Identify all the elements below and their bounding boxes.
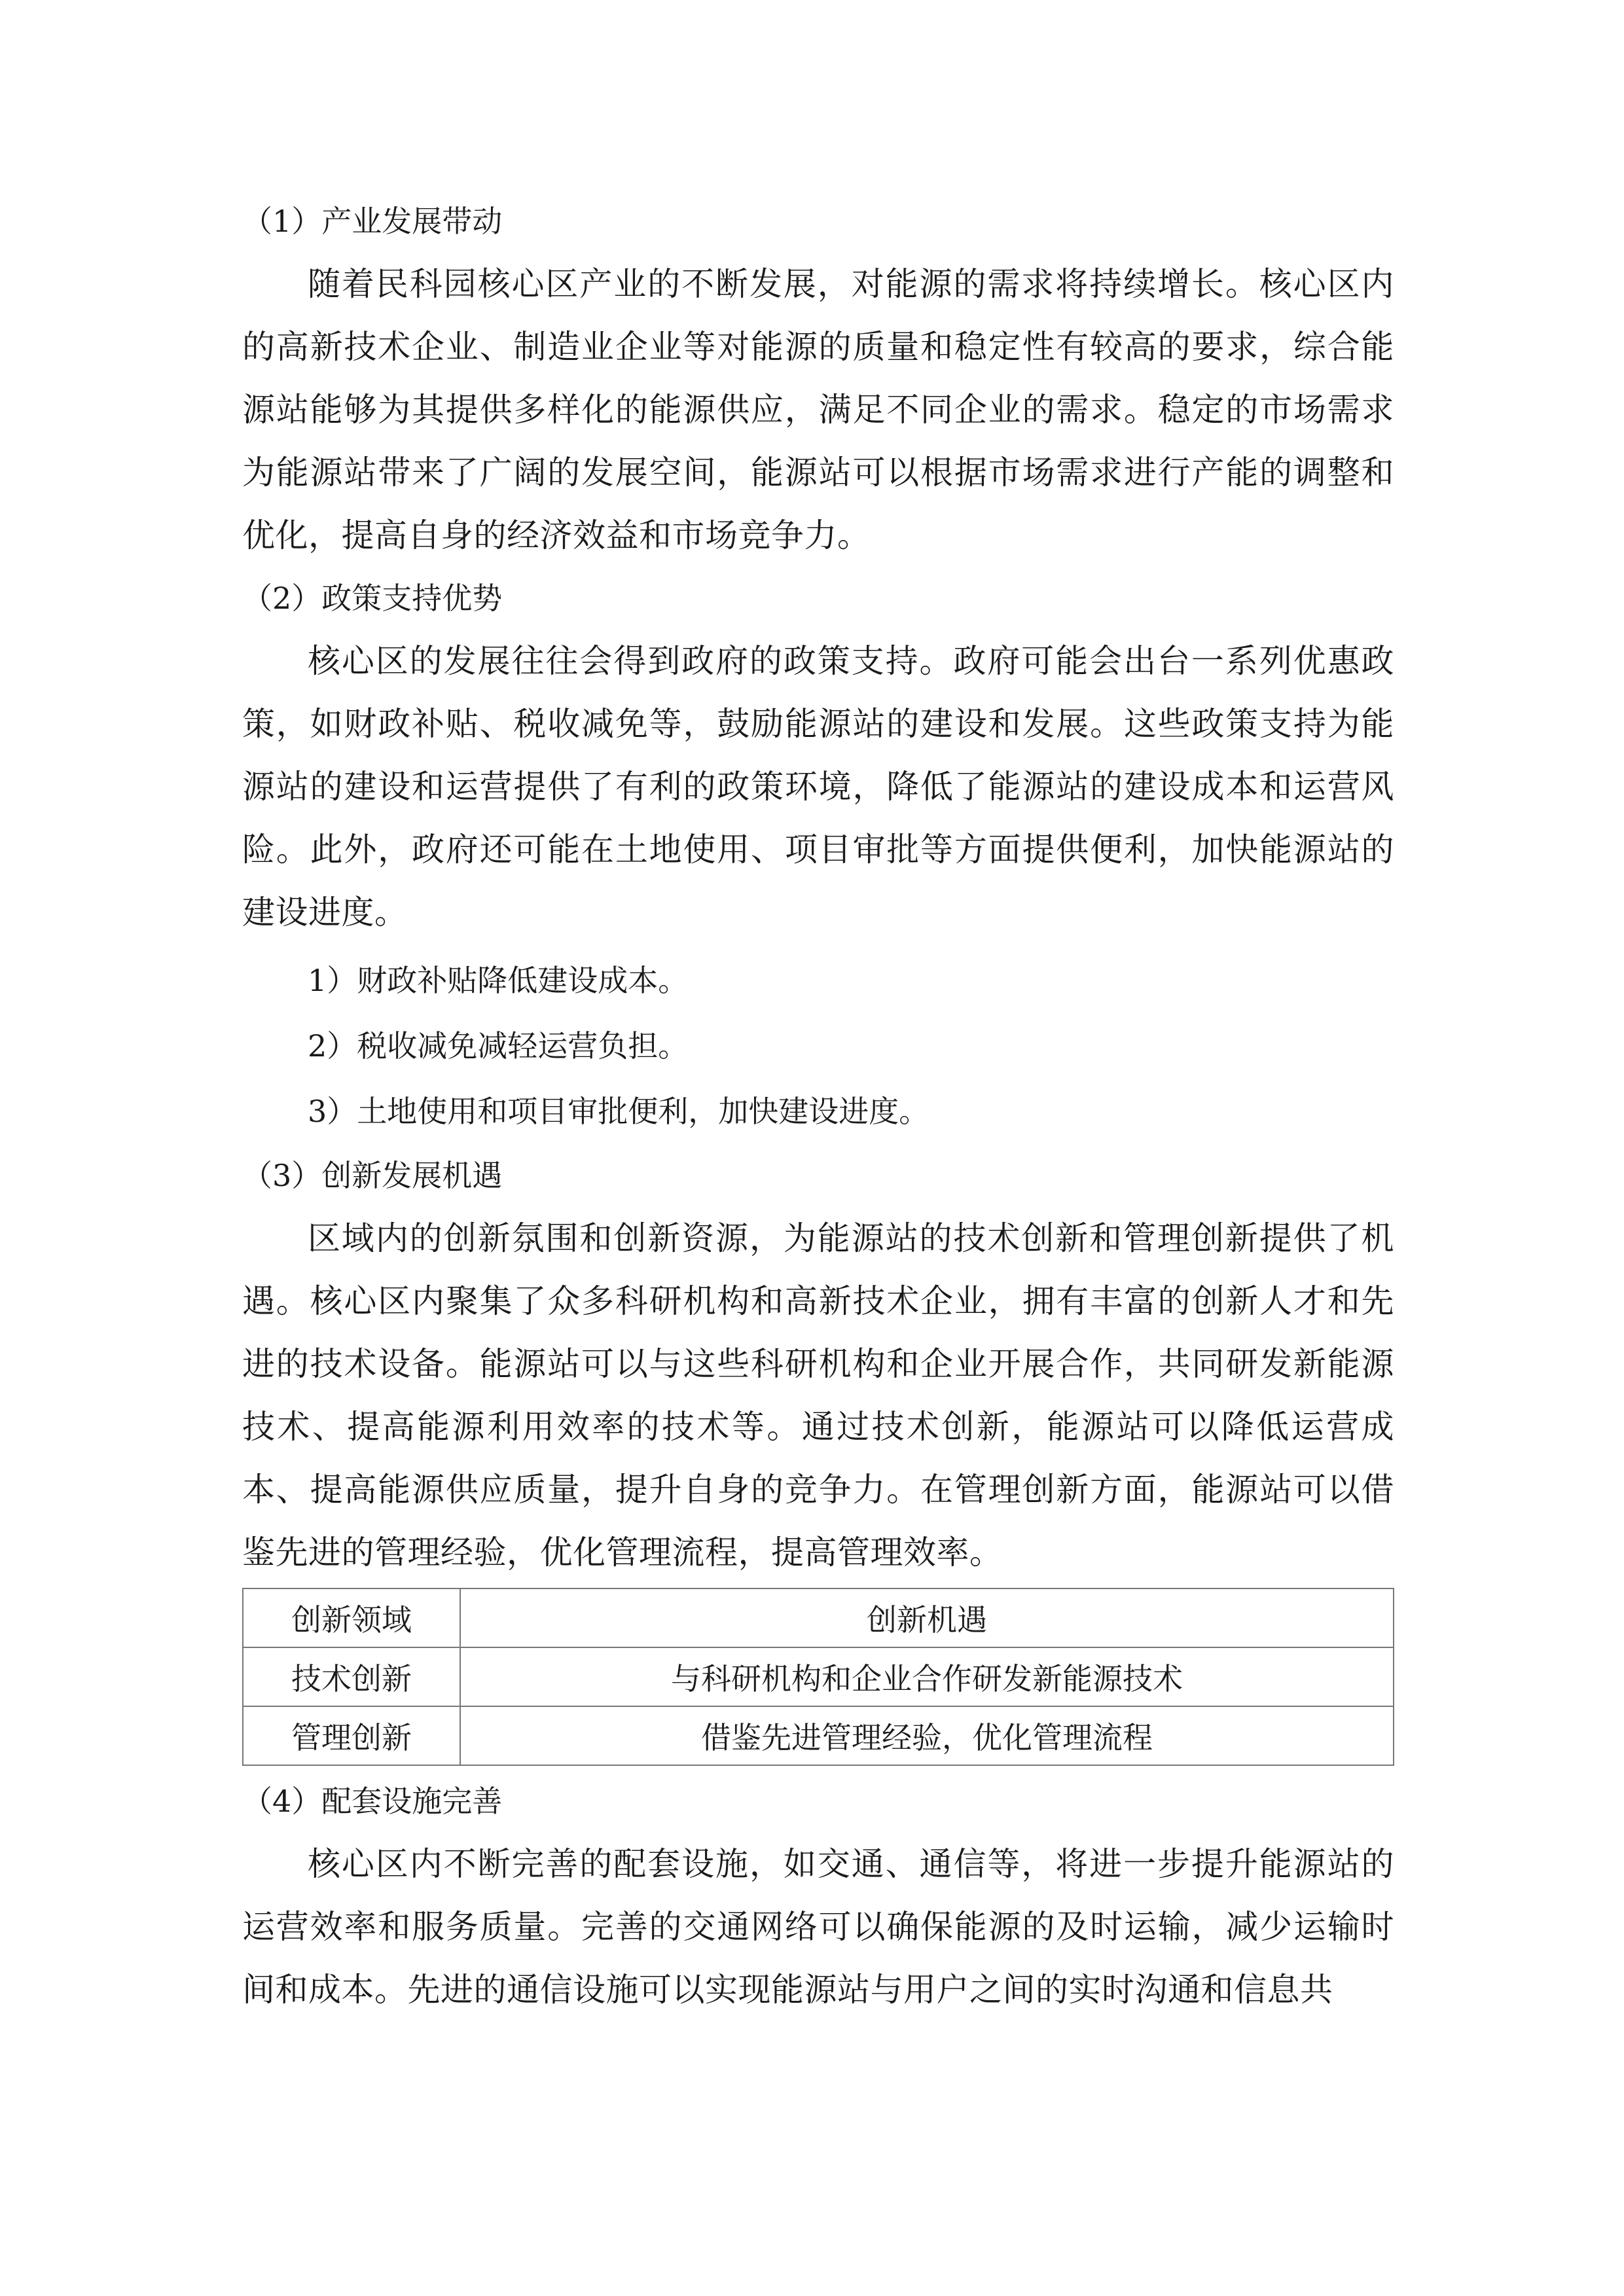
section-heading-1: （1）产业发展带动 [242, 204, 503, 239]
section-heading-4: （4）配套设施完善 [242, 1784, 503, 1819]
table-row [243, 1647, 1394, 1706]
section-paragraph-3: 区域内的创新氛围和创新资源，为能源站的技术创新和管理创新提供了机遇。核心区内聚集了众多科研机构和高新技术企业，拥有丰富的创新人才和先进的技术设备。能源站可以与这些科研机构和企业开展合作，共同研发新能源技术、提高能源利用效率的技术等。通过技术创新，能源站可以降低运营成本、提高能源供应质量，提升自身的竞争力。在管理创新方面，能源站可以借鉴先进的管理经验，优化管理流程，提高管理效率。 [242, 1219, 1394, 1571]
table-cell: 借鉴先进管理经验，优化管理流程 [460, 1706, 1394, 1765]
table-header-cell: 创新机遇 [460, 1588, 1394, 1647]
table-header-row [243, 1588, 1394, 1647]
table-cell: 与科研机构和企业合作研发新能源技术 [460, 1647, 1394, 1706]
section-paragraph-4: 核心区内不断完善的配套设施，如交通、通信等，将进一步提升能源站的运营效率和服务质量。完善的交通网络可以确保能源的及时运输，减少运输时间和成本。先进的通信设施可以实现能源站与用户之间的实时沟通和信息共 [242, 1845, 1394, 2009]
section-heading-3: （3）创新发展机遇 [242, 1158, 503, 1193]
list-item: 2）税收减免减轻运营负担。 [308, 1028, 689, 1064]
list-item: 1）财政补贴降低建设成本。 [308, 963, 689, 998]
table-cell: 管理创新 [243, 1706, 460, 1765]
table-header-cell: 创新领域 [243, 1588, 460, 1647]
table-row [243, 1706, 1394, 1765]
innovation-table [242, 1588, 1394, 1766]
section-heading-2: （2）政策支持优势 [242, 581, 503, 616]
list-item: 3）土地使用和项目审批便利，加快建设进度。 [308, 1094, 929, 1129]
section-paragraph-1: 随着民科园核心区产业的不断发展，对能源的需求将持续增长。核心区内的高新技术企业、制造业企业等对能源的质量和稳定性有较高的要求，综合能源站能够为其提供多样化的能源供应，满足不同企业的需求。稳定的市场需求为能源站带来了广阔的发展空间，能源站可以根据市场需求进行产能的调整和优化，提高自身的经济效益和市场竞争力。 [242, 265, 1394, 554]
table-cell: 技术创新 [243, 1647, 460, 1706]
section-paragraph-2: 核心区的发展往往会得到政府的政策支持。政府可能会出台一系列优惠政策，如财政补贴、税收减免等，鼓励能源站的建设和发展。这些政策支持为能源站的建设和运营提供了有利的政策环境，降低了能源站的建设成本和运营风险。此外，政府还可能在土地使用、项目审批等方面提供便利，加快能源站的建设进度。 [242, 642, 1394, 931]
document-page [242, 190, 1394, 2021]
